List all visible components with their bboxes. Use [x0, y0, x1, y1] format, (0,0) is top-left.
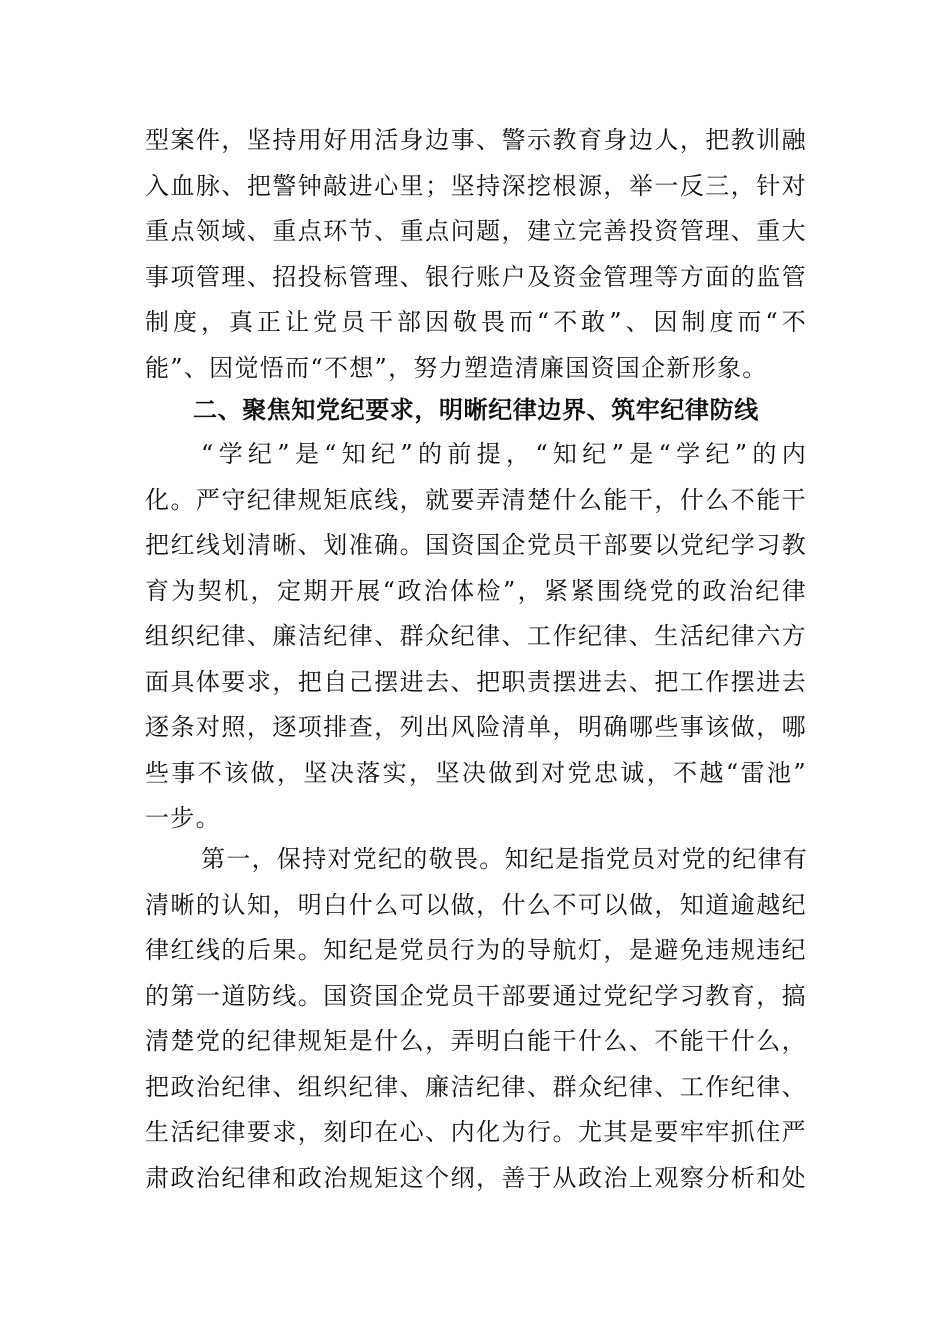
- text-line: “学纪”是“知纪”的前提，“知纪”是“学纪”的内: [201, 440, 807, 468]
- paragraph-2: [145, 432, 807, 842]
- text-line: 能”、因觉悟而“不想”，努力塑造清廉国资国企新形象。: [145, 353, 768, 382]
- text-line: 第一，保持对党纪的敬畏。知纪是指党员对党的纪律有: [201, 845, 809, 873]
- text-line: 的第一道防线。国资国企党员干部要通过党纪学习教育，搞: [145, 981, 807, 1010]
- text-line: 育为契机，定期开展“政治体检”，紧紧围绕党的政治纪律: [145, 576, 807, 605]
- text-line: 律红线的后果。知纪是党员行为的导航灯，是避免违规违纪: [145, 936, 807, 964]
- text-line: 事项管理、招投标管理、银行账户及资金管理等方面的监管: [145, 262, 807, 291]
- text-line: 把红线划清晰、划准确。国资国企党员干部要以党纪学习教: [145, 531, 807, 559]
- text-line: 入血脉、把警钟敲进心里；坚持深挖根源，举一反三，针对: [145, 171, 807, 200]
- text-line: 逐条对照，逐项排查，列出风险清单，明确哪些事该做，哪: [145, 713, 807, 741]
- text-line: 清晰的认知，明白什么可以做，什么不可以做，知道逾越纪: [145, 890, 807, 919]
- paragraph-3: [145, 837, 807, 1201]
- text-line: 把政治纪律、组织纪律、廉洁纪律、群众纪律、工作纪律、: [145, 1072, 807, 1101]
- text-line: 化。严守纪律规矩底线，就要弄清楚什么能干，什么不能干: [145, 485, 807, 514]
- text-line: 生活纪律要求，刻印在心、内化为行。尤其是要牢牢抓住严: [145, 1118, 807, 1146]
- text-line: 面具体要求，把自己摆进去、把职责摆进去、把工作摆进去: [145, 667, 807, 696]
- text-line: 型案件，坚持用好用活身边事、警示教育身边人，把教训融: [145, 126, 807, 154]
- paragraph-continued: [145, 118, 807, 391]
- text-line: 制度，真正让党员干部因敬畏而“不敢”、因制度而“不: [145, 308, 807, 336]
- text-line: 一步。: [145, 804, 221, 832]
- text-line: 清楚党的纪律规矩是什么，弄明白能干什么、不能干什么，: [145, 1027, 807, 1055]
- text-line: 肃政治纪律和政治规矩这个纲，善于从政治上观察分析和处: [145, 1163, 807, 1192]
- text-line: 些事不该做，坚决落实，坚决做到对党忠诚，不越“雷池”: [145, 758, 807, 787]
- text-line: 组织纪律、廉洁纪律、群众纪律、工作纪律、生活纪律六方: [145, 622, 807, 650]
- section-heading: 二、聚焦知党纪要求，明晰纪律边界、筑牢纪律防线: [193, 396, 759, 424]
- text-line: 重点领域、重点环节、重点问题，建立完善投资管理、重大: [145, 217, 807, 245]
